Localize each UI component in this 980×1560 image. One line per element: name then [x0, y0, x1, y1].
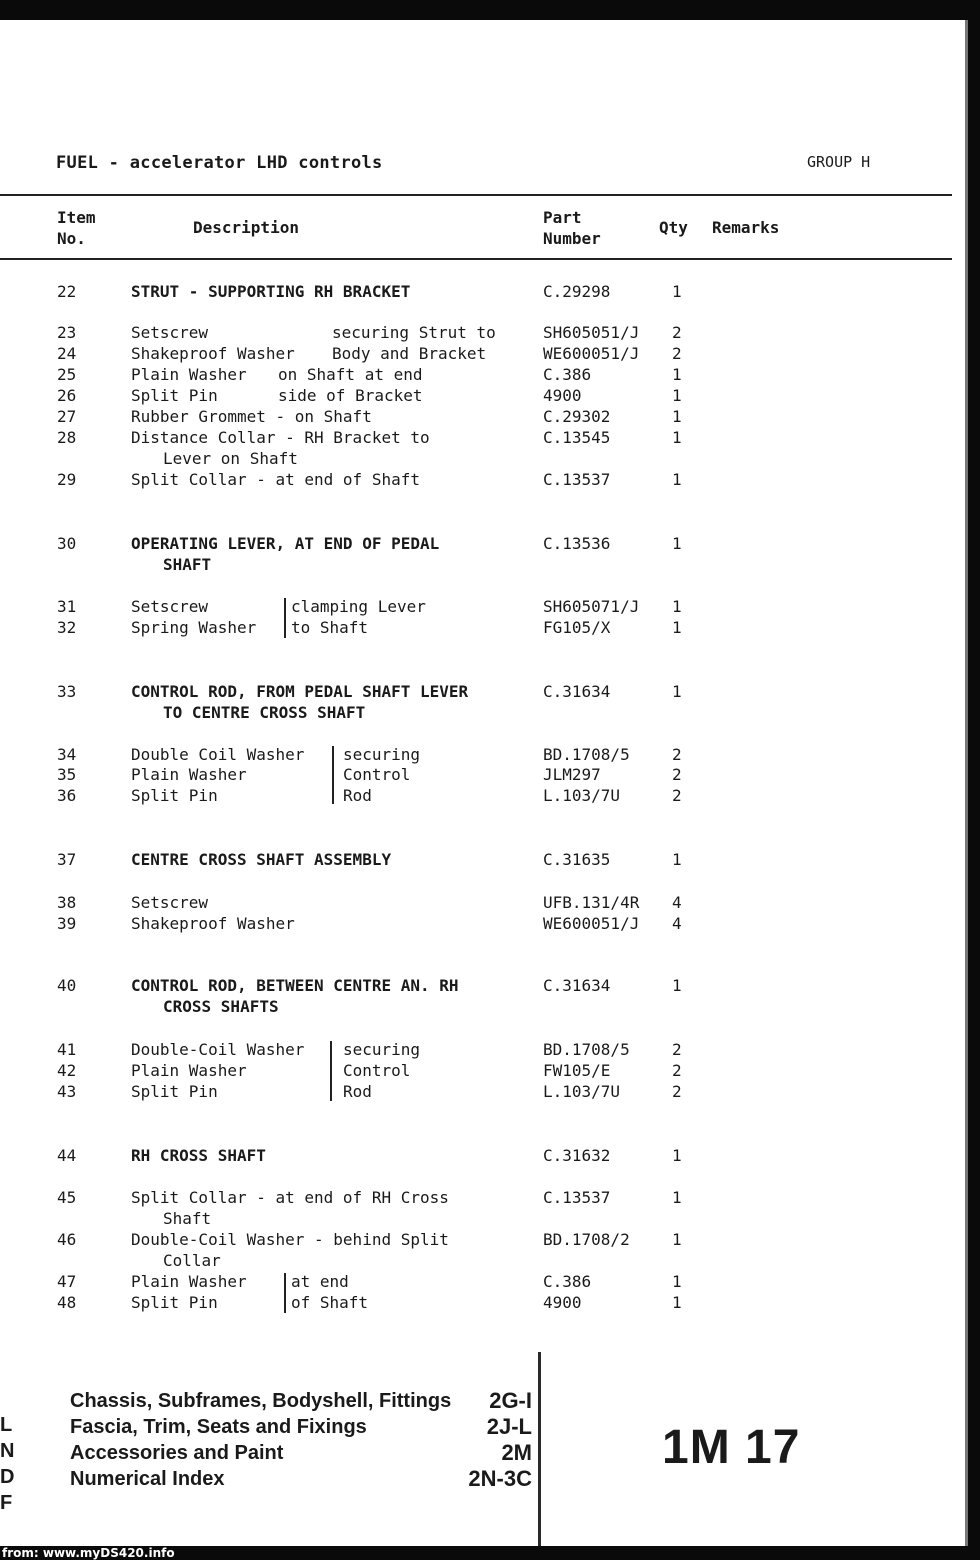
edge-tab-letter: F [0, 1492, 13, 1514]
description: STRUT - SUPPORTING RH BRACKET [131, 282, 411, 301]
index-code: 2N-3C [468, 1466, 532, 1491]
item-number: 22 [57, 282, 77, 301]
description: Split Collar - at end of RH Cross [131, 1188, 449, 1207]
description: Split Pin [131, 1293, 218, 1312]
part-number: C.31634 [543, 682, 611, 701]
item-number: 36 [57, 786, 77, 805]
index-entry [70, 1440, 532, 1466]
item-number: 40 [57, 976, 77, 995]
group-note-line: Rod [343, 786, 372, 805]
quantity: 1 [672, 386, 682, 405]
group-bracket [330, 1041, 332, 1101]
quantity: 2 [672, 786, 682, 805]
group-note-line: on Shaft at end [278, 365, 423, 384]
description: Setscrew [131, 323, 209, 342]
part-number: C.13536 [543, 534, 611, 553]
description-continuation: Collar [163, 1251, 221, 1270]
part-number: C.13545 [543, 428, 611, 447]
description: Plain Washer [131, 765, 247, 784]
group-note-line: Body and Bracket [332, 344, 487, 363]
quantity: 1 [672, 1293, 682, 1312]
description: CENTRE CROSS SHAFT ASSEMBLY [131, 850, 392, 869]
description: Shakeproof Washer [131, 344, 295, 363]
scan-border-right [968, 0, 980, 1560]
group-note-line: at end [291, 1272, 349, 1291]
quantity: 2 [672, 765, 682, 784]
quantity: 1 [672, 1272, 682, 1291]
group-note-line: to Shaft [291, 618, 369, 637]
index-entry [70, 1414, 532, 1440]
part-number: FG105/X [543, 618, 611, 637]
group-note-line: securing Strut to [332, 323, 496, 342]
index-code: 2M [501, 1440, 532, 1465]
index-label: Fascia, Trim, Seats and Fixings [70, 1416, 367, 1438]
item-number: 35 [57, 765, 77, 784]
item-number: 32 [57, 618, 77, 637]
quantity: 1 [672, 618, 682, 637]
quantity: 2 [672, 1061, 682, 1080]
group-note-line: securing [343, 1040, 421, 1059]
description: CONTROL ROD, BETWEEN CENTRE AN. RH [131, 976, 459, 995]
scan-border-right-inner [965, 20, 968, 1550]
part-number: C.31632 [543, 1146, 611, 1165]
quantity: 2 [672, 344, 682, 363]
description: Split Collar - at end of Shaft [131, 470, 420, 489]
page-title: FUEL - accelerator LHD controls [56, 153, 383, 173]
column-header-description: Description [193, 218, 299, 237]
quantity: 4 [672, 893, 682, 912]
quantity: 1 [672, 365, 682, 384]
index-entry [70, 1466, 532, 1492]
description: Setscrew [131, 597, 209, 616]
quantity: 4 [672, 914, 682, 933]
group-note-line: Control [343, 1061, 411, 1080]
item-number: 30 [57, 534, 77, 553]
edge-tab-letter: D [0, 1466, 15, 1488]
part-number: L.103/7U [543, 1082, 621, 1101]
part-number: 4900 [543, 386, 582, 405]
part-number: C.31635 [543, 850, 611, 869]
part-number: FW105/E [543, 1061, 611, 1080]
part-number: 4900 [543, 1293, 582, 1312]
index-code: 2G-I [489, 1388, 532, 1413]
item-number: 23 [57, 323, 77, 342]
group-bracket [284, 1273, 286, 1313]
column-header-qty: Qty [659, 218, 688, 237]
item-number: 29 [57, 470, 77, 489]
item-number: 25 [57, 365, 77, 384]
fiche-page-id: 1M 17 [662, 1421, 801, 1474]
index-code: 2J-L [486, 1414, 532, 1439]
description: Setscrew [131, 893, 209, 912]
description-continuation: TO CENTRE CROSS SHAFT [163, 703, 366, 722]
part-number: SH605051/J [543, 323, 640, 342]
item-number: 34 [57, 745, 77, 764]
part-number: WE600051/J [543, 344, 640, 363]
group-note-line: side of Bracket [278, 386, 423, 405]
description: Split Pin [131, 1082, 218, 1101]
group-bracket [284, 598, 286, 638]
quantity: 1 [672, 976, 682, 995]
description: Spring Washer [131, 618, 257, 637]
part-number: C.29302 [543, 407, 611, 426]
column-header-item: Item No. [57, 208, 96, 248]
header-rule-bottom [0, 258, 952, 260]
part-number: C.386 [543, 1272, 592, 1291]
group-note-line: securing [343, 745, 421, 764]
part-number: L.103/7U [543, 786, 621, 805]
part-number: SH605071/J [543, 597, 640, 616]
scan-border-bottom [0, 1546, 980, 1560]
quantity: 1 [672, 850, 682, 869]
item-number: 28 [57, 428, 77, 447]
description: Plain Washer [131, 365, 247, 384]
description-continuation: Shaft [163, 1209, 212, 1228]
quantity: 1 [672, 428, 682, 447]
part-number: BD.1708/5 [543, 745, 630, 764]
description: Split Pin [131, 786, 218, 805]
group-label: GROUP H [807, 153, 871, 171]
scan-border-top [0, 0, 980, 20]
group-bracket [332, 746, 334, 804]
part-number: C.386 [543, 365, 592, 384]
description: Double-Coil Washer [131, 1040, 305, 1059]
part-number: UFB.131/4R [543, 893, 640, 912]
source-watermark: from: www.myDS420.info [2, 1546, 175, 1560]
part-number: C.13537 [543, 470, 611, 489]
quantity: 2 [672, 1040, 682, 1059]
quantity: 1 [672, 1146, 682, 1165]
group-note-line: Control [343, 765, 411, 784]
description: Double Coil Washer [131, 745, 305, 764]
item-number: 45 [57, 1188, 77, 1207]
item-number: 37 [57, 850, 77, 869]
quantity: 1 [672, 597, 682, 616]
item-number: 33 [57, 682, 77, 701]
item-number: 46 [57, 1230, 77, 1249]
quantity: 1 [672, 1230, 682, 1249]
description: Shakeproof Washer [131, 914, 295, 933]
description: Rubber Grommet - on Shaft [131, 407, 372, 426]
footer-divider [538, 1352, 541, 1546]
item-number: 48 [57, 1293, 77, 1312]
quantity: 1 [672, 682, 682, 701]
edge-tab-letter: N [0, 1440, 15, 1462]
part-number: C.13537 [543, 1188, 611, 1207]
description: Double-Coil Washer - behind Split [131, 1230, 449, 1249]
item-number: 26 [57, 386, 77, 405]
part-number: JLM297 [543, 765, 601, 784]
column-header-remarks: Remarks [712, 218, 780, 237]
group-note-line: of Shaft [291, 1293, 369, 1312]
item-number: 41 [57, 1040, 77, 1059]
item-number: 31 [57, 597, 77, 616]
quantity: 1 [672, 534, 682, 553]
description: Plain Washer [131, 1061, 247, 1080]
item-number: 39 [57, 914, 77, 933]
quantity: 1 [672, 1188, 682, 1207]
item-number: 38 [57, 893, 77, 912]
part-number: BD.1708/2 [543, 1230, 630, 1249]
description-continuation: CROSS SHAFTS [163, 997, 279, 1016]
description: Split Pin [131, 386, 218, 405]
index-entry [70, 1388, 532, 1414]
header-rule-top [0, 194, 952, 196]
item-number: 27 [57, 407, 77, 426]
quantity: 2 [672, 1082, 682, 1101]
description: CONTROL ROD, FROM PEDAL SHAFT LEVER [131, 682, 469, 701]
column-header-part-number: Part Number [543, 208, 601, 248]
part-number: BD.1708/5 [543, 1040, 630, 1059]
part-number: C.29298 [543, 282, 611, 301]
description-continuation: SHAFT [163, 555, 212, 574]
description: Plain Washer [131, 1272, 247, 1291]
description: Distance Collar - RH Bracket to [131, 428, 430, 447]
quantity: 1 [672, 470, 682, 489]
group-note-line: Rod [343, 1082, 372, 1101]
part-number: WE600051/J [543, 914, 640, 933]
index-label: Numerical Index [70, 1468, 225, 1490]
description: OPERATING LEVER, AT END OF PEDAL [131, 534, 440, 553]
item-number: 44 [57, 1146, 77, 1165]
quantity: 1 [672, 407, 682, 426]
item-number: 42 [57, 1061, 77, 1080]
group-note-line: clamping Lever [291, 597, 426, 616]
item-number: 47 [57, 1272, 77, 1291]
item-number: 24 [57, 344, 77, 363]
item-number: 43 [57, 1082, 77, 1101]
index-label: Accessories and Paint [70, 1442, 284, 1464]
description: RH CROSS SHAFT [131, 1146, 266, 1165]
quantity: 2 [672, 745, 682, 764]
edge-tab-letter: L [0, 1414, 13, 1436]
quantity: 1 [672, 282, 682, 301]
quantity: 2 [672, 323, 682, 342]
part-number: C.31634 [543, 976, 611, 995]
description-continuation: Lever on Shaft [163, 449, 298, 468]
index-label: Chassis, Subframes, Bodyshell, Fittings [70, 1390, 452, 1412]
